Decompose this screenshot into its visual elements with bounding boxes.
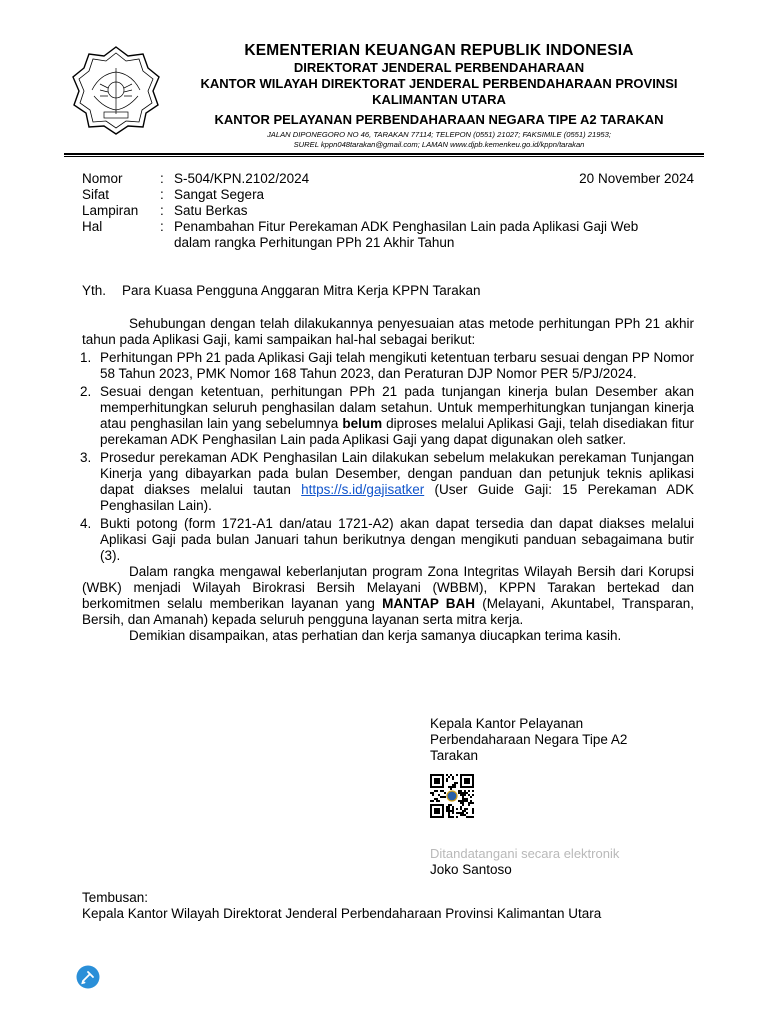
- list-item: [82, 450, 694, 514]
- recipient-name: Para Kuasa Pengguna Anggaran Mitra Kerja KPPN Tarakan: [122, 283, 481, 298]
- signer-title-line-3: Tarakan: [430, 748, 479, 763]
- closing-text: Dalam rangka mengawal keberlanjutan program Zona Integritas Wilayah Bersih dari Korupsi (WBK) menjadi Wilayah Birokrasi Bersih Melayani (WBBM), KPPN Tarakan bertekad dan berkomitmen selalu memberikan layanan yang: [82, 564, 694, 611]
- letterhead: [168, 42, 710, 150]
- letter-subject: [174, 219, 694, 251]
- list-text: Perhitungan PPh 21 pada Aplikasi Gaji telah mengikuti ketentuan terbaru sesuai dengan PP Nomor 58 Tahun 2023, PMK Nomor 168 Tahun 2023, dan Peraturan DJP Nomor PER 5/PJ/2024.: [100, 350, 694, 381]
- ministry-name: KEMENTERIAN KEUANGAN REPUBLIK INDONESIA: [244, 42, 634, 59]
- meta-colon: :: [160, 187, 164, 202]
- meta-colon: :: [160, 219, 164, 234]
- emphasis-text: belum: [342, 416, 383, 431]
- list-number: 4.: [80, 516, 92, 531]
- motto-text: MANTAP BAH: [382, 596, 476, 611]
- signer-name: Joko Santoso: [430, 862, 512, 877]
- list-text-part: (User Guide Gaji: 15 Perekaman ADK Penghasilan Lain).: [100, 482, 694, 513]
- intro-paragraph: Sehubungan dengan telah dilakukannya penyesuaian atas metode perhitungan PPh 21 akhir tahun pada Aplikasi Gaji, kami sampaikan hal-hal sebagai berikut:: [82, 316, 694, 347]
- subject-line-2: dalam rangka Perhitungan PPh 21 Akhir Tahun: [174, 235, 455, 250]
- closing-paragraph: [82, 564, 694, 628]
- province-name: KALIMANTAN UTARA: [372, 92, 506, 107]
- office-name: KANTOR PELAYANAN PERBENDAHARAAN NEGARA TIPE A2 TARAKAN: [214, 112, 664, 127]
- meta-key: Sifat: [82, 187, 110, 202]
- letter-attachment: Satu Berkas: [174, 203, 248, 218]
- qr-code-icon: [430, 774, 474, 840]
- meta-key: Hal: [82, 219, 103, 234]
- signer-title-line-2: Perbendaharaan Negara Tipe A2: [430, 732, 628, 747]
- final-paragraph: Demikian disampaikan, atas perhatian dan kerja samanya diucapkan terima kasih.: [129, 628, 622, 643]
- esign-badge-icon: [76, 965, 100, 989]
- meta-row-lampiran: [82, 203, 694, 219]
- directorate-name: DIREKTORAT JENDERAL PERBENDAHARAAN: [293, 60, 585, 75]
- list-text-part: Sesuai dengan ketentuan, perhitungan PPh 21 pada tunjangan kinerja bulan Desember akan memperhitungkan seluruh penghasilan dalam setahun. Untuk memperhitungkan tunjangan kinerja atau penghasilan lain yang sebelumnya: [100, 384, 694, 431]
- ministry-emblem-icon: [70, 44, 162, 136]
- letterhead-divider: [64, 153, 704, 155]
- closing-text: (Melayani, Akuntabel, Transparan, Bersih, dan Amanah) kepada seluruh pengguna layanan serta mitra kerja.: [82, 596, 695, 627]
- letter-nature: Sangat Segera: [174, 187, 265, 202]
- list-item: [82, 516, 694, 564]
- subject-line-1: Penambahan Fitur Perekaman ADK Penghasilan Lain pada Aplikasi Gaji Web: [174, 219, 639, 234]
- address-line-2: SUREL kppn048tarakan@gmail.com; LAMAN www.djpb.kemenkeu.go.id/kppn/tarakan: [293, 140, 585, 149]
- user-guide-link[interactable]: https://s.id/gajisatker: [301, 482, 425, 497]
- list-text: Bukti potong (form 1721-A1 dan/atau 1721-A2) akan dapat tersedia dan dapat diakses melalui Aplikasi Gaji pada bulan Januari tahun berikutnya dengan mengikuti panduan sebagaimana butir (3).: [100, 516, 694, 563]
- letter-date: 20 November 2024: [579, 171, 694, 186]
- recipient: [82, 283, 480, 299]
- list-text-part: diproses melalui Aplikasi Gaji, telah disediakan fitur perekaman ADK Penghasilan Lain pada Aplikasi Gaji yang dapat digunakan oleh satker.: [100, 416, 694, 447]
- cc-label: Tembusan:: [82, 890, 149, 905]
- carbon-copy: [82, 890, 601, 922]
- letter-number: S-504/KPN.2102/2024: [174, 171, 310, 186]
- letterhead-divider-thin: [64, 156, 704, 157]
- meta-key: Lampiran: [82, 203, 139, 218]
- address-line-1: JALAN DIPONEGORO NO 46, TARAKAN 77114; TELEPON (0551) 21027; FAKSIMILE (0551) 21953;: [267, 130, 611, 139]
- meta-row-hal: [82, 219, 694, 251]
- points-list: [82, 350, 694, 564]
- list-item: [82, 384, 694, 448]
- signature-block: [430, 716, 690, 878]
- list-text-part: Prosedur perekaman ADK Penghasilan Lain dilakukan sebelum melakukan perekaman Tunjangan Kinerja yang dibayarkan pada bulan Desember, dengan panduan dan petunjuk teknis aplikasi dapat diakses melalui tautan: [100, 450, 694, 497]
- signer-title-line-1: Kepala Kantor Pelayanan: [430, 716, 584, 731]
- letter-body: [82, 316, 694, 644]
- list-text: [100, 450, 694, 514]
- recipient-label: Yth.: [82, 283, 107, 298]
- meta-colon: :: [160, 203, 164, 218]
- list-item: [82, 350, 694, 382]
- meta-key: Nomor: [82, 171, 123, 186]
- list-number: 1.: [80, 350, 92, 365]
- regional-office-name: KANTOR WILAYAH DIREKTORAT JENDERAL PERBENDAHARAAN PROVINSI: [200, 76, 678, 91]
- meta-row-sifat: [82, 187, 694, 203]
- esign-note: Ditandatangani secara elektronik: [430, 846, 620, 861]
- meta-colon: :: [160, 171, 164, 186]
- letter-meta: [82, 171, 694, 251]
- list-number: 3.: [80, 450, 92, 465]
- list-text: [100, 384, 694, 448]
- list-number: 2.: [80, 384, 92, 399]
- cc-recipient: Kepala Kantor Wilayah Direktorat Jenderal Perbendaharaan Provinsi Kalimantan Utara: [82, 906, 602, 921]
